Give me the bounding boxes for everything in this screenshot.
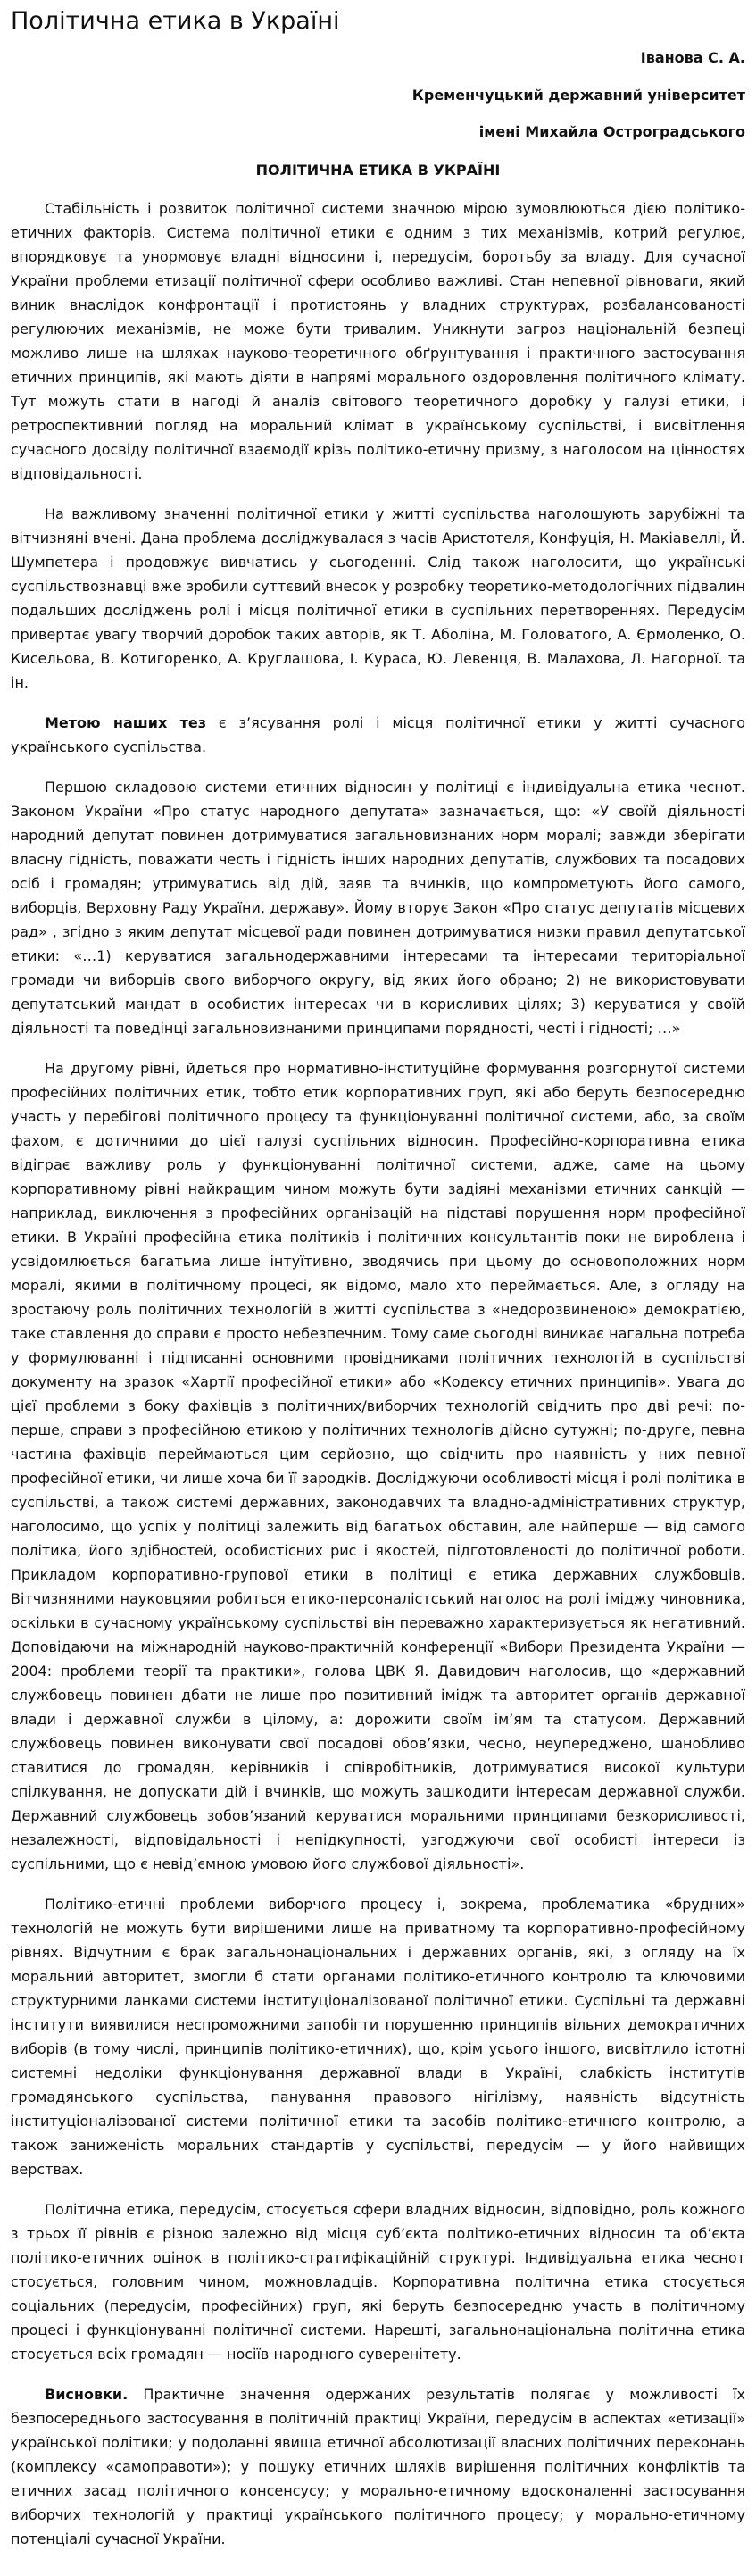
conclusions-lead: Висновки. <box>45 2385 129 2403</box>
author-name: Іванова С. А. <box>640 49 745 67</box>
paragraph-purpose <box>11 711 745 759</box>
paragraph-individual-ethics: Першою складовою системи етичних відносин у політиці є індивідуальна етика чеснот. Законом України «Про статус народного депутата» зазначається, що: «У своїй діяльності народний депутат повинен дотримуватися загальновизнаних норм моралі; завжди зберігати власну гідність, поважати честь і гідність інших народних депутатів, службових та посадових осіб і громадян; утримуватись від дій, заяв та вчинків, що компрометують його самого, виборців, Верховну Раду України, державу». Йому вторує Закон «Про статус депутатів місцевих рад» , згідно з яким депутат місцевої ради повинен дотримуватися низки правил депутатської етики: «…1) керуватися загальнодержавними інтересами та інтересами територіальної громади чи виборців свого виборчого округу, від яких його обрано; 2) не використовувати депутатський мандат в особистих інтересах чи в корисливих цілях; 3) керуватися у своїй діяльності та поведінці загальновизнаними принципами порядності, честі і гідності; …» <box>11 778 745 1037</box>
author-affiliation-line-2: імені Михайла Остроградського <box>478 123 745 141</box>
document-title: Політична етика в Україні <box>11 7 340 35</box>
paragraph-literature: На важливому значенні політичної етики у житті суспільства наголошують зарубіжні та вітчизняні вчені. Дана проблема досліджувалася з часів Аристотеля, Конфуція, Н. Макіавеллі, Й. Шумпетера і продовжує вивчатись у сьогоденні. Слід також наголосити, що українські суспільствознавці вже зробили суттєвий внесок у розробку теоретико-методологічних підвалин подальших досліджень ролі і місця політичної етики в суспільних перетвореннях. Передусім привертає увагу творчий доробок таких авторів, як Т. Аболіна, М. Головатого, А. Єрмоленко, О. Кисельова, В. Котигоренко, А. Круглашова, І. Кураса, Ю. Левенця, В. Малахова, Л. Нагорної. та ін. <box>11 504 745 691</box>
paragraph-ethics-levels: Політична етика, передусім, стосується сфери владних відносин, відповідно, роль кожного з трьох її рівнів є різною залежно від місця суб’єкта політико-етичних відносин та об’єкта політико-етичних оцінок в політико-стратифікаційній структурі. Індивідуальна етика чеснот стосується, головним чином, можновладців. Корпоративна політична етика стосується соціальних (передусім, професійних) груп, які беруть безпосередню участь в політичному процесі і функціонуванні політичної системи. Нарешті, загальнонаціональна політична етика стосується всіх громадян — носіїв народного суверенітету. <box>11 2200 745 2363</box>
conclusions-text: Практичне значення одержаних результатів полягає у можливості їх безпосереднього застосування в політичній практиці України, передусім в аспектах «етизації» української політики; у подоланні явища етичної абсолютизації власних політичних переконань (комплексу «самоправоти»); у пошуку етичних шляхів вирішення політичних конфліктів та етичних засад політичного консенсусу; у морально-етичному вдосконаленні застосування виборчих технологій у практиці українського політичного процесу; у морально-етичному потенціалі сучасної України. <box>11 2385 745 2547</box>
paragraph-corporate-ethics: На другому рівні, йдеться про нормативно-інституційне формування розгорнутої системи професійних політичних етик, тобто етик корпоративних груп, які або беруть безпосередню участь у перебігові політичного процесу та функціонуванні політичної системи, або, за своїм фахом, є дотичними до цієї галузі суспільних відносин. Професійно-корпоративна етика відіграє важливу роль у функціонуванні політичної системи, адже, саме на цьому корпоративному рівні найкращим чином можуть бути задіяні механізми етичних санкцій — наприклад, виключення з професійних організацій на підставі порушення норм професійної етики. В Україні професійна етика політиків і політичних консультантів поки не вироблена і усвідомлюється багатьма лише інтуїтивно, зводячись при цьому до основоположних норм моралі, якими в політичному процесі, як відомо, мало хто переймається. Але, з огляду на зростаючу роль політичних технологій в житті суспільства з «недорозвиненою» демократією, таке ставлення до справи є просто небезпечним. Тому саме сьогодні виникає нагальна потреба у формулюванні і підписанні основними провідниками політичних технологій в суспільстві документу на зразок «Хартії професійної етики» або «Кодексу етичних принципів». Увага до цієї проблеми з боку фахівців з політичних/виборчих технологій свідчить про дві речі: по-перше, справи з професійною етикою у політичних технологів дійсно сутужні; по-друге, певна частина фахівців переймаються цим серйозно, що свідчить про наявність у них певної професійної етики, чи лише хоча би її зародків. Досліджуючи особливості місця і ролі політика в суспільстві, а також системі державних, законодавчих та владно-адміністративних структур, наголосимо, що успіх у політиці залежить від багатьох обставин, але найперше — від самого політика, його здібностей, особистісних рис і якостей, підготовленості до політичної роботи. Прикладом корпоративно-групової етики в політиці є етика державних службовців. Вітчизняними науковцями робиться етико-персоналістський наголос на ролі іміджу чиновника, оскільки в сучасному українському суспільстві він переважно характеризується як негативний. Доповідаючи на міжнародній науково-практичній конференції «Вибори Президента України — 2004: проблеми теорії та практики», голова ЦВК Я. Давидович наголосив, що «державний службовець повинен дбати не лише про позитивний імідж та авторитет органів державної влади і державної служби в цілому, а: дорожити своїм ім’ям та статусом. Державний службовець повинен виконувати свої посадові обов’язки, чесно, неупереджено, шанобливо ставитися до громадян, керівників і співробітників, дотримуватися високої культури спілкування, не допускати дій і вчинків, що можуть зашкодити інтересам державної служби. Державний службовець зобов’язаний керуватися моральними принципами безкорисливості, незалежності, відповідальності і непідкупності, узгоджуючи свої особисті інтереси із суспільними, що є невід’ємною умовою його службової діяльності». <box>11 1059 745 1872</box>
article-heading: ПОЛІТИЧНА ЕТИКА В УКРАЇНІ <box>255 161 501 179</box>
purpose-text: є з’ясування ролі і місця політичної етики у житті сучасного українського суспільства. <box>11 713 746 755</box>
paragraph-introduction: Стабільність і розвиток політичної системи значною мірою зумовлюються дією політико-етичних факторів. Система політичної етики є одним з тих механізмів, котрий регулює, впорядковує та унормовує владні відносини і, передусім, боротьбу за владу. Для сучасної України проблеми етизації політичної сфери особливо важливі. Стан непевної рівноваги, який виник внаслідок конфронтації і протистоянь у владних структурах, розбалансованості регулюючих механізмів, не може бути тривалим. Уникнути загроз національній безпеці можливо лише на шляхах науково-теоретичного обґрунтування і практичного застосування етичних принципів, які мають діяти в напрямі морального оздоровлення політичного клімату. Тут можуть стати в нагоді й аналіз світового теоретичного доробку у галузі етики, і ретроспективний погляд на моральний клімат в українському суспільстві, і висвітлення сучасного досвіду політичної взаємодії крізь політико-етичну призму, з наголосом на цінностях відповідальності. <box>11 199 745 482</box>
paragraph-conclusions <box>11 2382 745 2551</box>
paragraph-electoral-problems: Політико-етичні проблеми виборчого процесу і, зокрема, проблематика «брудних» технологій не можуть бути вирішеними лише на приватному та корпоративно-професійному рівнях. Відчутним є брак загальнонаціональних і державних органів, які, з огляду на їх моральний авторитет, змогли б стати органами політико-етичного контролю та ключовими структурними ланками системи інституціоналізованої політичної етики. Суспільні та державні інститути виявилися неспроможними запобігти порушенню принципів вільних демократичних виборів (в тому числі, принципів політико-етичних), що, крім усього іншого, висвітлило істотні системні недоліки функціонування державної влади в Україні, слабкість інститутів громадянського суспільства, панування правового нігілізму, наявність відсутність інституціоналізованої системи політичної етики та засобів політико-етичного контролю, а також заниженість моральних стандартів у суспільстві, передусім — у його найвищих верствах. <box>11 1895 745 2178</box>
purpose-lead: Метою наших тез <box>45 713 207 731</box>
author-affiliation-line-1: Кременчуцький державний університет <box>411 86 745 104</box>
